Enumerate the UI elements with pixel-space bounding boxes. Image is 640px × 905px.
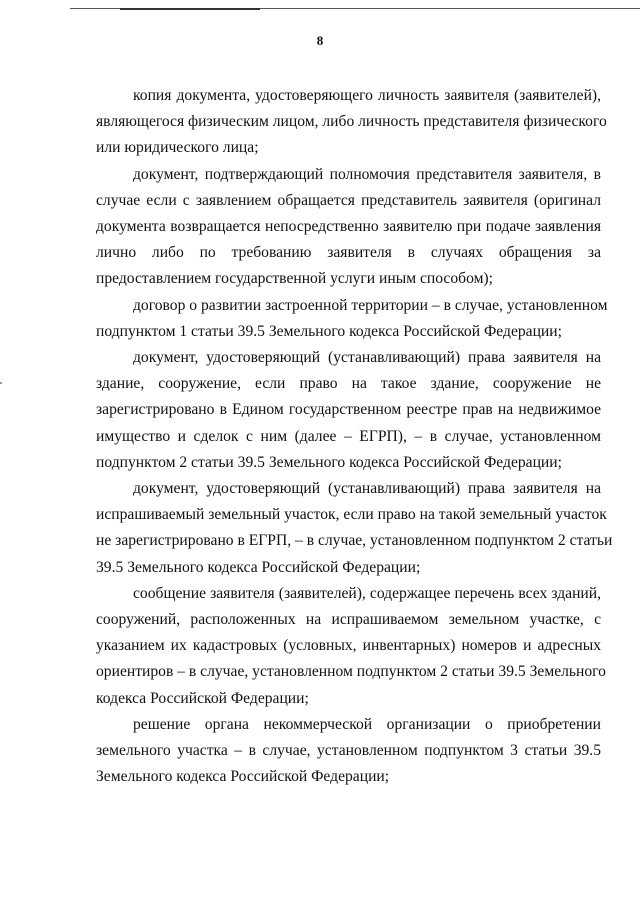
text-line: указанием их кадастровых (условных, инвентарных) номеров и адресных	[96, 637, 601, 655]
text-line: сообщение заявителя (заявителей), содержащее перечень всех зданий,	[133, 584, 601, 602]
text-line: кодекса Российской Федерации;	[96, 689, 309, 707]
text-line: зарегистрировано в Едином государственном реестре прав на недвижимое	[96, 401, 601, 419]
page-number: 8	[316, 33, 324, 48]
text-line: документа возвращается непосредственно заявителю при подаче заявления	[96, 218, 601, 235]
text-line: 39.5 Земельного кодекса Российской Федерации;	[96, 558, 421, 576]
text-line: договор о развитии застроенной территории – в случае, установленном	[133, 296, 608, 314]
top-border-shadow	[120, 8, 260, 10]
text-line: или юридического лица;	[96, 139, 259, 157]
text-line: испрашиваемый земельный участок, если право на такой земельный участок	[96, 506, 607, 524]
text-line: случае если с заявлением обращается представитель заявителя (оригинал	[96, 191, 601, 209]
text-line: здание, сооружение, если право на такое здание, сооружение не	[96, 375, 601, 393]
text-line: лично либо по требованию заявителя в случаях обращения за	[96, 244, 601, 262]
text-line: земельного участка – в случае, установленном подпунктом 3 статьи 39.5	[96, 742, 601, 759]
text-line: не зарегистрировано в ЕГРП, – в случае, установленном подпунктом 2 статьи	[96, 532, 613, 550]
text-line: сооружений, расположенных на испрашиваемом земельном участке, с	[96, 611, 601, 628]
text-line: документ, удостоверяющий (устанавливающий) права заявителя на	[133, 480, 601, 497]
text-line: документ, удостоверяющий (устанавливающий) права заявителя на	[133, 349, 601, 366]
scan-artifact	[0, 382, 2, 384]
text-line: являющегося физическим лицом, либо личность представителя физического	[96, 113, 607, 131]
text-line: ориентиров – в случае, установленном подпунктом 2 статьи 39.5 Земельного	[96, 663, 606, 681]
text-line: предоставлением государственной услуги иным способом);	[96, 270, 493, 288]
text-line: документ, подтверждающий полномочия представителя заявителя, в	[133, 165, 601, 183]
text-line: решение органа некоммерческой организации о приобретении	[133, 715, 601, 733]
text-line: Земельного кодекса Российской Федерации;	[96, 768, 390, 786]
text-line: копия документа, удостоверяющего личность заявителя (заявителей),	[133, 87, 601, 104]
text-line: подпунктом 1 статьи 39.5 Земельного кодекса Российской Федерации;	[96, 322, 562, 340]
text-line: подпунктом 2 статьи 39.5 Земельного кодекса Российской Федерации;	[96, 453, 562, 471]
text-line: имущество и сделок с ним (далее – ЕГРП), – в случае, установленном	[96, 427, 601, 445]
